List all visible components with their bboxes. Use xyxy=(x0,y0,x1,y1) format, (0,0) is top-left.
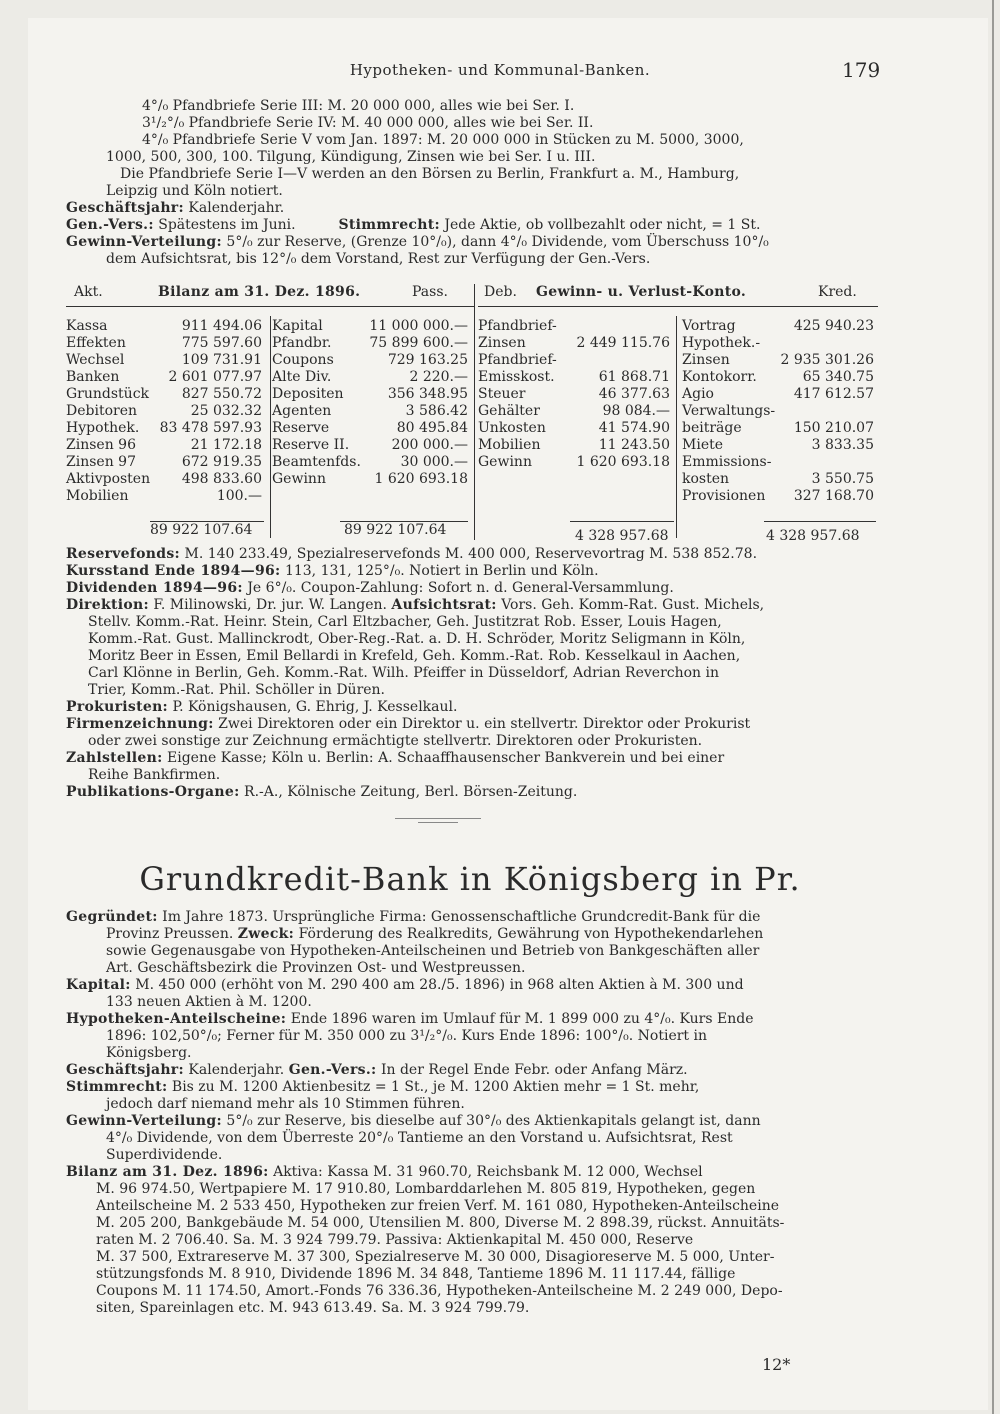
row-label: Unkosten xyxy=(478,420,546,436)
row-label: Zinsen xyxy=(682,352,730,368)
table-row xyxy=(66,471,266,488)
table-row xyxy=(478,454,674,471)
text-line: 4°/₀ Pfandbriefe Serie V vom Jan. 1897: M. 20 000 000 in Stücken zu M. 5000, 3000, xyxy=(142,132,744,148)
label: Kapital: xyxy=(66,977,131,993)
after-bilanz xyxy=(66,546,764,801)
table-row xyxy=(478,420,674,437)
row-value: 100.— xyxy=(216,488,262,504)
table-row xyxy=(682,369,878,386)
gv-header xyxy=(484,284,884,301)
row-label: Zinsen xyxy=(478,335,526,351)
section-title: Grundkredit-Bank in Königsberg in Pr. xyxy=(139,860,801,898)
row-label: Hypothek. xyxy=(66,420,140,436)
label: Geschäftsjahr: xyxy=(66,200,184,216)
row-label: Verwaltungs- xyxy=(682,403,776,419)
label: Publikations-Organe: xyxy=(66,784,240,800)
geschaeftsjahr xyxy=(66,200,284,217)
row-value: 827 550.72 xyxy=(181,386,262,402)
row-label: Coupons xyxy=(272,352,334,368)
row-label: Agio xyxy=(682,386,714,402)
row-label: Kapital xyxy=(272,318,323,334)
column-divider xyxy=(676,316,677,538)
text-line: Provinz Preussen. xyxy=(106,926,234,942)
table-row xyxy=(66,369,266,386)
label: Bilanz am 31. Dez. 1896: xyxy=(66,1164,269,1180)
row-label: Depositen xyxy=(272,386,344,402)
table-row xyxy=(272,369,472,386)
table-row xyxy=(66,335,266,352)
text-line: jedoch darf niemand mehr als 10 Stimmen führen. xyxy=(106,1096,465,1112)
row-label: Vortrag xyxy=(682,318,736,334)
row-value xyxy=(778,335,878,352)
bilanz-title: Bilanz am 31. Dez. 1896. xyxy=(158,284,361,300)
bilanz-aktiva xyxy=(66,318,266,505)
row-value: 80 495.84 xyxy=(396,420,468,436)
value: Kalenderjahr. xyxy=(188,1062,285,1078)
row-label: Reserve II. xyxy=(272,437,350,453)
label: Zweck: xyxy=(237,926,295,942)
text-line: M. 37 500, Extrareserve M. 37 300, Spezialreserve M. 30 000, Disagioreserve M. 5 000, Unter- xyxy=(96,1249,775,1265)
value: M. 450 000 (erhöht von M. 290 400 am 28./5. 1896) in 968 alten Aktien à M. 300 und xyxy=(135,977,744,993)
label: Zahlstellen: xyxy=(66,750,163,766)
text-line: stützungsfonds M. 8 910, Dividende 1896 M. 34 848, Tantieme 1896 M. 11 117.44, fällige xyxy=(96,1266,736,1282)
row-value: 2 220.— xyxy=(409,369,468,385)
row-value: 109 731.91 xyxy=(181,352,262,368)
deb-label: Deb. xyxy=(484,284,517,300)
row-label: kosten xyxy=(682,471,730,487)
label: Stimmrecht: xyxy=(338,217,440,233)
row-value: 11 243.50 xyxy=(598,437,670,453)
row-label: Zinsen 97 xyxy=(66,454,136,470)
table-row xyxy=(682,386,878,403)
row-value: 2 935 301.26 xyxy=(780,352,874,368)
table-row xyxy=(66,318,266,335)
section-separator xyxy=(418,822,458,823)
column-divider xyxy=(474,284,475,540)
text-line: Coupons M. 11 174.50, Amort.-Fonds 76 336.36, Hypotheken-Anteilscheine M. 2 249 000, Depo- xyxy=(96,1283,783,1299)
value: Jede Aktie, ob vollbezahlt oder nicht, = 1 St. xyxy=(444,217,761,233)
row-label: Mobilien xyxy=(66,488,129,504)
row-value: 65 340.75 xyxy=(802,369,874,385)
row-value: 30 000.— xyxy=(400,454,468,470)
table-row xyxy=(478,352,674,369)
text-line: Leipzig und Köln notiert. xyxy=(106,183,283,199)
value: P. Königshausen, G. Ehrig, J. Kesselkaul. xyxy=(172,699,458,715)
value: 113, 131, 125°/₀. Notiert in Berlin und Köln. xyxy=(284,563,599,579)
row-value: 61 868.71 xyxy=(598,369,670,385)
text-line: siten, Spareinlagen etc. M. 943 613.49. Sa. M. 3 924 799.79. xyxy=(96,1300,530,1316)
row-label: Hypothek.- xyxy=(682,335,761,351)
text-line: 133 neuen Aktien à M. 1200. xyxy=(106,994,312,1010)
row-label: Alte Div. xyxy=(272,369,332,385)
value: 5°/₀ zur Reserve, (Grenze 10°/₀), dann 4°/₀ Dividende, vom Überschuss 10°/₀ xyxy=(226,234,769,250)
table-row xyxy=(272,352,472,369)
text-line: Die Pfandbriefe Serie I—V werden an den Börsen zu Berlin, Frankfurt a. M., Hamburg, xyxy=(120,166,740,182)
table-row xyxy=(478,318,674,335)
label: Hypotheken-Anteilscheine: xyxy=(66,1011,287,1027)
row-value: 25 032.32 xyxy=(190,403,262,419)
pass-label: Pass. xyxy=(412,284,448,300)
text-line: Komm.-Rat. Gust. Mallinckrodt, Ober-Reg.-Rat. a. D. H. Schröder, Moritz Seligmann in Köln, xyxy=(88,631,746,647)
row-value: 150 210.07 xyxy=(793,420,874,436)
label: Geschäftsjahr: xyxy=(66,1062,184,1078)
row-value: 41 574.90 xyxy=(598,420,670,436)
table-row xyxy=(682,471,878,488)
table-row xyxy=(66,437,266,454)
table-row xyxy=(682,488,878,505)
row-label: Effekten xyxy=(66,335,126,351)
gv-kredit xyxy=(682,318,878,505)
label: Firmenzeichnung: xyxy=(66,716,214,732)
label: Gewinn-Verteilung: xyxy=(66,234,222,250)
text-line: Carl Klönne in Berlin, Geh. Komm.-Rat. Wilh. Pfeiffer in Düsseldorf, Adrian Reverchon in xyxy=(88,665,720,681)
row-label: Beamtenfds. xyxy=(272,454,361,470)
row-value: 911 494.06 xyxy=(181,318,262,334)
row-value: 729 163.25 xyxy=(387,352,468,368)
row-value: 98 084.— xyxy=(602,403,670,419)
table-row xyxy=(66,454,266,471)
value: Aktiva: Kassa M. 31 960.70, Reichsbank M. 12 000, Wechsel xyxy=(273,1164,703,1180)
label: Dividenden 1894—96: xyxy=(66,580,243,596)
row-label: Grundstück xyxy=(66,386,150,402)
row-value: 498 833.60 xyxy=(181,471,262,487)
label: Stimmrecht: xyxy=(66,1079,168,1095)
value: In der Regel Ende Febr. oder Anfang März. xyxy=(380,1062,688,1078)
text-line: M. 205 200, Bankgebäude M. 54 000, Utensilien M. 800, Diverse M. 2 898.39, rückst. Annuitäts- xyxy=(96,1215,785,1231)
row-label: beiträge xyxy=(682,420,742,436)
sum-rule xyxy=(764,521,876,522)
value: Zwei Direktoren oder ein Direktor u. ein stellvertr. Direktor oder Prokurist xyxy=(218,716,751,732)
row-label: Kontokorr. xyxy=(682,369,757,385)
text-line: 4°/₀ Dividende, von dem Überreste 20°/₀ Tantieme an den Vorstand u. Aufsichtsrat, Rest xyxy=(106,1130,733,1146)
value: Je 6°/₀. Coupon-Zahlung: Sofort n. d. General-Versammlung. xyxy=(247,580,674,596)
value: Eigene Kasse; Köln u. Berlin: A. Schaaffhausenscher Bankverein und bei einer xyxy=(167,750,725,766)
row-value: 200 000.— xyxy=(391,437,468,453)
row-label: Emmissions- xyxy=(682,454,772,470)
table-row xyxy=(272,454,472,471)
row-value: 46 377.63 xyxy=(598,386,670,402)
table-row xyxy=(682,420,878,437)
row-label: Kassa xyxy=(66,318,108,334)
text-line: 1000, 500, 300, 100. Tilgung, Kündigung, Zinsen wie bei Ser. I u. III. xyxy=(106,149,596,165)
table-row xyxy=(66,386,266,403)
kred-label: Kred. xyxy=(818,284,857,300)
text-line: 4°/₀ Pfandbriefe Serie III: M. 20 000 000, alles wie bei Ser. I. xyxy=(142,98,575,114)
row-label: Provisionen xyxy=(682,488,766,504)
label: Gen.-Vers.: xyxy=(288,1062,377,1078)
table-row xyxy=(478,335,674,352)
total-kredit: 4 328 957.68 xyxy=(766,528,860,544)
value: Spätestens im Juni. xyxy=(158,217,296,233)
label: Kursstand Ende 1894—96: xyxy=(66,563,281,579)
table-row xyxy=(682,454,878,471)
row-label: Pfandbrief- xyxy=(478,352,557,368)
row-value: 2 449 115.76 xyxy=(576,335,670,351)
table-row xyxy=(682,335,878,352)
row-value: 356 348.95 xyxy=(387,386,468,402)
table-row xyxy=(272,386,472,403)
gen-vers-stimmrecht xyxy=(66,217,760,234)
section-separator xyxy=(395,818,481,819)
signature-mark: 12* xyxy=(762,1355,791,1374)
bilanz-passiva xyxy=(272,318,472,488)
row-label: Miete xyxy=(682,437,724,453)
label: Gegründet: xyxy=(66,909,158,925)
akt-label: Akt. xyxy=(74,284,103,300)
row-value: 425 940.23 xyxy=(793,318,874,334)
table-row xyxy=(682,352,878,369)
table-row xyxy=(272,335,472,352)
row-value: 417 612.57 xyxy=(793,386,874,402)
row-value: 1 620 693.18 xyxy=(576,454,670,470)
text-line: M. 96 974.50, Wertpapiere M. 17 910.80, Lombarddarlehen M. 805 819, Hypotheken, gegen xyxy=(96,1181,756,1197)
table-row xyxy=(66,403,266,420)
table-row xyxy=(682,437,878,454)
row-value: 2 601 077.97 xyxy=(168,369,262,385)
label: Reservefonds: xyxy=(66,546,181,562)
value: Kalenderjahr. xyxy=(188,200,285,216)
text-line: Trier, Komm.-Rat. Phil. Schöller in Düren. xyxy=(88,682,386,698)
rule xyxy=(66,306,474,307)
row-value: 775 597.60 xyxy=(181,335,262,351)
value: F. Milinowski, Dr. jur. W. Langen. xyxy=(153,597,387,613)
value: 5°/₀ zur Reserve, bis dieselbe auf 30°/₀ des Aktienkapitals gelangt ist, dann xyxy=(226,1113,761,1129)
label: Gewinn-Verteilung: xyxy=(66,1113,222,1129)
total-debet: 4 328 957.68 xyxy=(575,528,669,544)
row-label: Reserve xyxy=(272,420,330,436)
row-label: Gewinn xyxy=(478,454,532,470)
row-value: 3 586.42 xyxy=(405,403,468,419)
value: M. 140 233.49, Spezialreservefonds M. 400 000, Reservevortrag M. 538 852.78. xyxy=(184,546,758,562)
row-label: Emisskost. xyxy=(478,369,555,385)
row-value: 327 168.70 xyxy=(793,488,874,504)
row-label: Mobilien xyxy=(478,437,541,453)
rule xyxy=(478,306,878,307)
page-number: 179 xyxy=(842,58,881,82)
table-row xyxy=(682,318,878,335)
text-line: sowie Gegenausgabe von Hypotheken-Anteilscheinen und Betrieb von Bankgeschäften aller xyxy=(106,943,760,959)
table-row xyxy=(272,420,472,437)
sum-rule xyxy=(570,521,674,522)
row-value xyxy=(778,403,878,420)
table-row xyxy=(66,352,266,369)
text-line: Superdividende. xyxy=(106,1147,223,1163)
label: Prokuristen: xyxy=(66,699,169,715)
label: Aufsichtsrat: xyxy=(391,597,497,613)
top-section xyxy=(106,98,886,200)
row-label: Agenten xyxy=(272,403,332,419)
table-row xyxy=(66,488,266,505)
row-value: 3 833.35 xyxy=(811,437,874,453)
text-line: Reihe Bankfirmen. xyxy=(88,767,221,783)
row-label: Debitoren xyxy=(66,403,137,419)
table-row xyxy=(682,403,878,420)
running-title: Hypotheken- und Kommunal-Banken. xyxy=(349,61,651,79)
total-aktiva: 89 922 107.64 xyxy=(150,522,253,538)
row-label: Gewinn xyxy=(272,471,326,487)
label: Direktion: xyxy=(66,597,149,613)
column-divider xyxy=(270,316,271,538)
text-line: oder zwei sonstige zur Zeichnung ermächtigte stellvertr. Direktoren oder Prokuristen. xyxy=(88,733,703,749)
text-line: Art. Geschäftsbezirk die Provinzen Ost- und Westpreussen. xyxy=(106,960,526,976)
row-value: 11 000 000.— xyxy=(369,318,468,334)
gv-title: Gewinn- u. Verlust-Konto. xyxy=(536,284,747,300)
row-label: Steuer xyxy=(478,386,526,402)
row-value: 75 899 600.— xyxy=(369,335,468,351)
value: Im Jahre 1873. Ursprüngliche Firma: Genossenschaftliche Grundcredit-Bank für die xyxy=(162,909,761,925)
total-passiva: 89 922 107.64 xyxy=(344,522,447,538)
text-line: Moritz Beer in Essen, Emil Bellardi in Krefeld, Geh. Komm.-Rat. Rob. Kesselkaul in Aachen, xyxy=(88,648,741,664)
table-row xyxy=(66,420,266,437)
text-line: 3¹/₂°/₀ Pfandbriefe Serie IV: M. 40 000 000, alles wie bei Ser. II. xyxy=(142,115,594,131)
row-label: Gehälter xyxy=(478,403,540,419)
row-label: Zinsen 96 xyxy=(66,437,136,453)
table-row xyxy=(478,437,674,454)
table-row xyxy=(478,386,674,403)
bilanz-header xyxy=(74,284,468,301)
label: Gen.-Vers.: xyxy=(66,217,154,233)
gv-debet xyxy=(478,318,674,471)
row-value: 21 172.18 xyxy=(190,437,262,453)
table-row xyxy=(478,369,674,386)
table-row xyxy=(272,471,472,488)
gewinn-verteilung xyxy=(66,234,769,268)
text-line: raten M. 2 706.40. Sa. M. 3 924 799.79. Passiva: Aktienkapital M. 450 000, Reserve xyxy=(96,1232,694,1248)
value: Bis zu M. 1200 Aktienbesitz = 1 St., je M. 1200 Aktien mehr = 1 St. mehr, xyxy=(171,1079,700,1095)
text-line: Anteilscheine M. 2 533 450, Hypotheken zur freien Verf. M. 161 080, Hypotheken-Anteilscheine xyxy=(96,1198,779,1214)
row-label: Pfandbrief- xyxy=(478,318,557,334)
text-line: Königsberg. xyxy=(106,1045,192,1061)
value: Förderung des Realkredits, Gewährung von Hypothekendarlehen xyxy=(298,926,764,942)
text-line: Stellv. Komm.-Rat. Heinr. Stein, Carl Eltzbacher, Geh. Justitzrat Rob. Esser, Louis Hagen, xyxy=(88,614,722,630)
row-value: 1 620 693.18 xyxy=(374,471,468,487)
row-value: 3 550.75 xyxy=(811,471,874,487)
row-label: Wechsel xyxy=(66,352,125,368)
value: Ende 1896 waren im Umlauf für M. 1 899 000 zu 4°/₀. Kurs Ende xyxy=(290,1011,754,1027)
table-row xyxy=(272,318,472,335)
section2-body xyxy=(66,909,784,1317)
row-label: Pfandbr. xyxy=(272,335,332,351)
value: Vors. Geh. Komm-Rat. Gust. Michels, xyxy=(501,597,765,613)
text-line: 1896: 102,50°/₀; Ferner für M. 350 000 zu 3¹/₂°/₀. Kurs Ende 1896: 100°/₀. Notiert in xyxy=(106,1028,707,1044)
table-row xyxy=(478,403,674,420)
row-value xyxy=(566,318,674,335)
row-value xyxy=(566,352,674,369)
table-row xyxy=(272,437,472,454)
value: dem Aufsichtsrat, bis 12°/₀ dem Vorstand, Rest zur Verfügung der Gen.-Vers. xyxy=(106,251,651,267)
value: R.-A., Kölnische Zeitung, Berl. Börsen-Zeitung. xyxy=(244,784,578,800)
page-edge xyxy=(992,0,994,1414)
row-value: 83 478 597.93 xyxy=(159,420,262,436)
table-row xyxy=(272,403,472,420)
row-value: 672 919.35 xyxy=(181,454,262,470)
row-label: Aktivposten xyxy=(66,471,151,487)
row-label: Banken xyxy=(66,369,120,385)
row-value xyxy=(778,454,878,471)
